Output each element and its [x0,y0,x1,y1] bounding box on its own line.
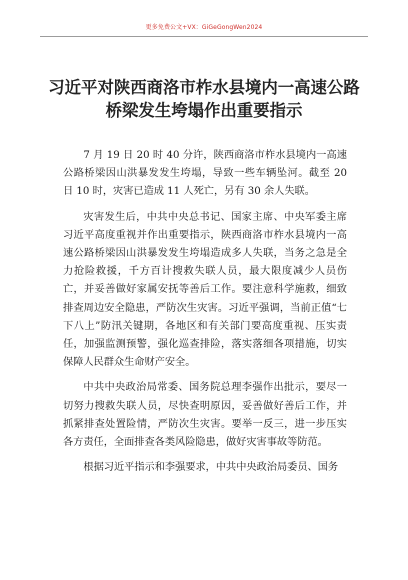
header-promo-note: 更多免费公文+VX：GiGeGongWen2024 [145,24,263,31]
document-body [63,147,347,484]
document-title: 习近平对陕西商洛市柞水县境内一高速公路桥梁发生垮塌作出重要指示 [48,78,360,120]
body-paragraph-3: 中共中央政治局常委、国务院总理李强作出批示，要尽一切努力搜救失联人员，尽快查明原因，妥善做好善后工作，并抓紧排查处置险情，严防次生灾害。要举一反三，进一步压实各方责任，全面排查各类风险隐患，做好灾害事故等防范。 [63,382,347,449]
header-divider [40,36,368,37]
body-paragraph-4: 根据习近平指示和李强要求，中共中央政治局委员、国务 [83,462,339,474]
body-paragraph-1: 7 月 19 日 20 时 40 分许，陕西商洛市柞水县境内一高速公路桥梁因山洪暴发发生垮塌，导致一些车辆坠河。截至 20 日 10 时，灾害已造成 11 人死亡，另有 30 余人失联。 [63,150,347,198]
body-paragraph-2: 灾害发生后，中共中央总书记、国家主席、中央军委主席习近平高度重视并作出重要指示，陕西商洛市柞水县境内一高速公路桥梁因山洪暴发发生垮塌造成多人失联，当务之急是全力抢险救援，千方百计搜救失联人员，最大限度减少人员伤亡，并妥善做好家属安抚等善后工作。要注意科学施救，细致排查周边安全隐患，严防次生灾害。习近平强调，当前正值“七下八上”防汛关键期，各地区和有关部门要高度重视、压实责任，加强监测预警，强化巡查排险，落实落细各项措施，切实保障人民群众生命财产安全。 [63,211,347,369]
